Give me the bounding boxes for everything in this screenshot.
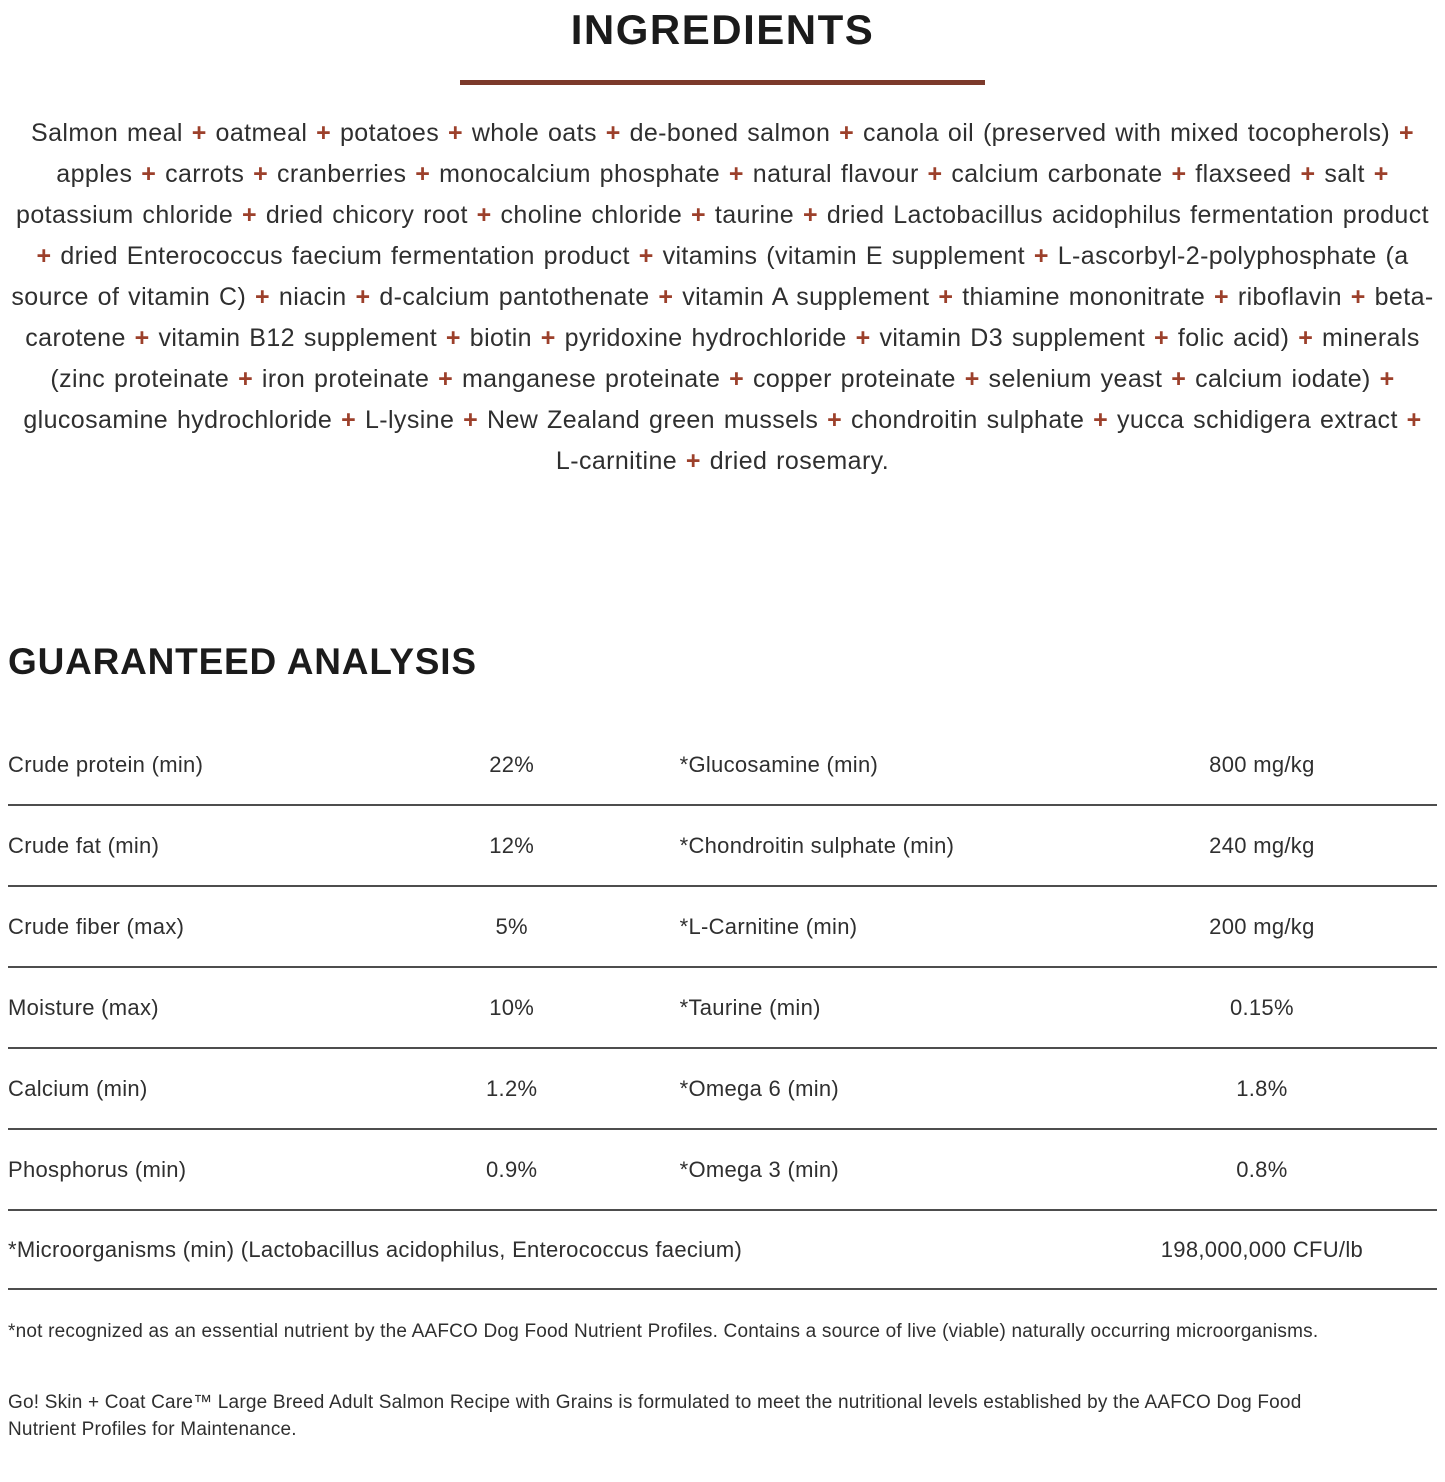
ingredient-item: L-lysine bbox=[364, 406, 455, 434]
ingredient-item: canola oil (preserved with mixed tocopherols) bbox=[862, 119, 1391, 147]
ingredient-item: de-boned salmon bbox=[629, 119, 831, 147]
plus-separator: + bbox=[1162, 365, 1196, 393]
ingredients-title: INGREDIENTS bbox=[570, 6, 875, 53]
analysis-left-label: Calcium (min) bbox=[8, 1075, 148, 1101]
ingredient-item: folic acid) bbox=[1177, 324, 1290, 352]
analysis-right-label: *Omega 6 (min) bbox=[679, 1075, 840, 1101]
analysis-left-value: 22% bbox=[489, 751, 535, 777]
ingredient-item: vitamins (vitamin E supplement bbox=[662, 242, 1026, 270]
ingredient-item: riboflavin bbox=[1237, 283, 1342, 311]
ingredient-item: natural flavour bbox=[752, 160, 919, 188]
analysis-left-label: Moisture (max) bbox=[8, 994, 159, 1020]
analysis-right-label: *Glucosamine (min) bbox=[679, 751, 879, 777]
plus-separator: + bbox=[125, 324, 159, 352]
ingredient-item: salt bbox=[1324, 160, 1365, 188]
ingredient-item: flaxseed bbox=[1195, 160, 1292, 188]
analysis-left-label: Crude protein (min) bbox=[8, 751, 204, 777]
plus-separator: + bbox=[1364, 160, 1389, 188]
plus-separator: + bbox=[439, 119, 472, 147]
guaranteed-analysis-title: GUARANTEED ANALYSIS bbox=[8, 641, 477, 682]
plus-separator: + bbox=[36, 242, 61, 270]
plus-separator: + bbox=[955, 365, 989, 393]
microorganisms-value: 198,000,000 CFU/lb bbox=[1160, 1236, 1364, 1262]
ingredient-item: thiamine mononitrate bbox=[962, 283, 1206, 311]
analysis-left-label: Crude fiber (max) bbox=[8, 913, 185, 939]
analysis-left-value: 12% bbox=[489, 832, 535, 858]
ingredient-item: niacin bbox=[278, 283, 347, 311]
ingredient-item: Salmon meal bbox=[31, 119, 183, 147]
analysis-right-value: 1.8% bbox=[1236, 1075, 1288, 1101]
ingredient-item: apples bbox=[56, 160, 133, 188]
ingredient-item: potatoes bbox=[340, 119, 440, 147]
analysis-left-value: 5% bbox=[495, 913, 528, 939]
ingredient-item: L-carnitine bbox=[555, 447, 678, 475]
plus-separator: + bbox=[132, 160, 166, 188]
ingredient-item: minerals (zinc proteinate bbox=[50, 324, 1420, 393]
plus-separator: + bbox=[1025, 242, 1058, 270]
ingredient-item: dried Enterococcus faecium fermentation product bbox=[60, 242, 630, 270]
plus-separator: + bbox=[1289, 324, 1323, 352]
plus-separator: + bbox=[830, 119, 863, 147]
ingredient-item: New Zealand green mussels bbox=[487, 406, 819, 434]
analysis-left-value: 0.9% bbox=[486, 1156, 538, 1182]
plus-separator: + bbox=[1370, 365, 1395, 393]
ingredient-item: manganese proteinate bbox=[461, 365, 721, 393]
analysis-left-label: Phosphorus (min) bbox=[8, 1156, 187, 1182]
plus-separator: + bbox=[437, 324, 470, 352]
analysis-left-value: 1.2% bbox=[486, 1075, 538, 1101]
plus-separator: + bbox=[794, 201, 827, 229]
plus-separator: + bbox=[531, 324, 565, 352]
guaranteed-analysis-table bbox=[8, 725, 1437, 1290]
ingredient-item: dried Lactobacillus acidophilus fermentation product bbox=[826, 201, 1429, 229]
analysis-row bbox=[8, 1049, 1437, 1130]
analysis-right-label: *L-Carnitine (min) bbox=[679, 913, 858, 939]
ingredient-item: oatmeal bbox=[215, 119, 308, 147]
plus-separator: + bbox=[929, 283, 963, 311]
plus-separator: + bbox=[1145, 324, 1178, 352]
analysis-row bbox=[8, 725, 1437, 806]
ingredient-item: taurine bbox=[714, 201, 795, 229]
plus-separator: + bbox=[1084, 406, 1118, 434]
plus-separator: + bbox=[332, 406, 365, 434]
plus-separator: + bbox=[467, 201, 501, 229]
ingredient-item: biotin bbox=[469, 324, 532, 352]
plus-separator: + bbox=[1162, 160, 1196, 188]
ingredient-item: monocalcium phosphate bbox=[439, 160, 721, 188]
analysis-left-label: Crude fat (min) bbox=[8, 832, 160, 858]
analysis-right-label: *Taurine (min) bbox=[679, 994, 821, 1020]
analysis-right-value: 200 mg/kg bbox=[1209, 913, 1315, 939]
ingredient-item: chondroitin sulphate bbox=[851, 406, 1085, 434]
analysis-right-value: 800 mg/kg bbox=[1209, 751, 1315, 777]
plus-separator: + bbox=[1205, 283, 1238, 311]
plus-separator: + bbox=[346, 283, 380, 311]
plus-separator: + bbox=[182, 119, 216, 147]
plus-separator: + bbox=[846, 324, 880, 352]
ingredient-item: choline chloride bbox=[500, 201, 683, 229]
plus-separator: + bbox=[307, 119, 340, 147]
analysis-right-value: 0.8% bbox=[1236, 1156, 1288, 1182]
ingredient-item: dried chicory root bbox=[265, 201, 468, 229]
ingredient-item: carrots bbox=[165, 160, 245, 188]
aafco-footnote: *not recognized as an essential nutrient by the AAFCO Dog Food Nutrient Profiles. Contains a source of live (viable) naturally occurring microorganisms. bbox=[8, 1321, 1319, 1342]
formulation-statement: Go! Skin + Coat Care™ Large Breed Adult Salmon Recipe with Grains is formulated to meet the nutritional levels established by the AAFCO Dog Food Nutrient Profiles for Maintenance. bbox=[8, 1392, 1302, 1440]
plus-separator: + bbox=[229, 365, 262, 393]
ingredient-item: d-calcium pantothenate bbox=[379, 283, 650, 311]
ingredient-item: vitamin D3 supplement bbox=[879, 324, 1146, 352]
ingredient-item: vitamin A supplement bbox=[682, 283, 930, 311]
ingredient-item: whole oats bbox=[471, 119, 597, 147]
title-rule bbox=[460, 80, 985, 85]
plus-separator: + bbox=[454, 406, 487, 434]
plus-separator: + bbox=[1397, 406, 1422, 434]
ingredient-item: yucca schidigera extract bbox=[1117, 406, 1398, 434]
plus-separator: + bbox=[677, 447, 710, 475]
ingredient-item: L-ascorbyl-2-polyphosphate (a source of vitamin C) bbox=[11, 242, 1409, 311]
plus-separator: + bbox=[246, 283, 279, 311]
ingredient-item: glucosamine hydrochloride bbox=[23, 406, 333, 434]
ingredient-item: pyridoxine hydrochloride bbox=[564, 324, 847, 352]
plus-separator: + bbox=[918, 160, 952, 188]
ingredient-item: iron proteinate bbox=[261, 365, 430, 393]
analysis-row-microorganisms bbox=[8, 1211, 1437, 1290]
plus-separator: + bbox=[233, 201, 266, 229]
analysis-right-label: *Chondroitin sulphate (min) bbox=[679, 832, 955, 858]
analysis-row bbox=[8, 1130, 1437, 1211]
analysis-row bbox=[8, 887, 1437, 968]
microorganisms-label: *Microorganisms (min) (Lactobacillus acidophilus, Enterococcus faecium) bbox=[8, 1236, 743, 1262]
plus-separator: + bbox=[406, 160, 440, 188]
analysis-right-value: 240 mg/kg bbox=[1209, 832, 1315, 858]
plus-separator: + bbox=[244, 160, 277, 188]
plus-separator: + bbox=[720, 160, 753, 188]
analysis-row bbox=[8, 806, 1437, 887]
ingredient-item: vitamin B12 supplement bbox=[158, 324, 438, 352]
ingredient-item: cranberries bbox=[277, 160, 407, 188]
analysis-right-value: 0.15% bbox=[1229, 994, 1294, 1020]
ingredient-item: potassium chloride bbox=[16, 201, 234, 229]
plus-separator: + bbox=[629, 242, 663, 270]
ingredient-item: calcium carbonate bbox=[951, 160, 1163, 188]
plus-separator: + bbox=[1341, 283, 1375, 311]
ingredient-item: dried rosemary. bbox=[709, 447, 890, 475]
plus-separator: + bbox=[596, 119, 630, 147]
ingredient-item: beta-carotene bbox=[25, 283, 1434, 352]
ingredient-item: copper proteinate bbox=[752, 365, 956, 393]
plus-separator: + bbox=[682, 201, 715, 229]
plus-separator: + bbox=[429, 365, 462, 393]
ingredient-item: selenium yeast bbox=[988, 365, 1163, 393]
plus-separator: + bbox=[818, 406, 852, 434]
plus-separator: + bbox=[720, 365, 753, 393]
analysis-left-value: 10% bbox=[489, 994, 535, 1020]
ingredients-paragraph bbox=[8, 113, 1437, 482]
plus-separator: + bbox=[649, 283, 683, 311]
ingredients-header bbox=[8, 6, 1437, 85]
ingredient-item: calcium iodate) bbox=[1195, 365, 1371, 393]
plus-separator: + bbox=[1291, 160, 1325, 188]
analysis-right-label: *Omega 3 (min) bbox=[679, 1156, 840, 1182]
analysis-row bbox=[8, 968, 1437, 1049]
plus-separator: + bbox=[1390, 119, 1414, 147]
